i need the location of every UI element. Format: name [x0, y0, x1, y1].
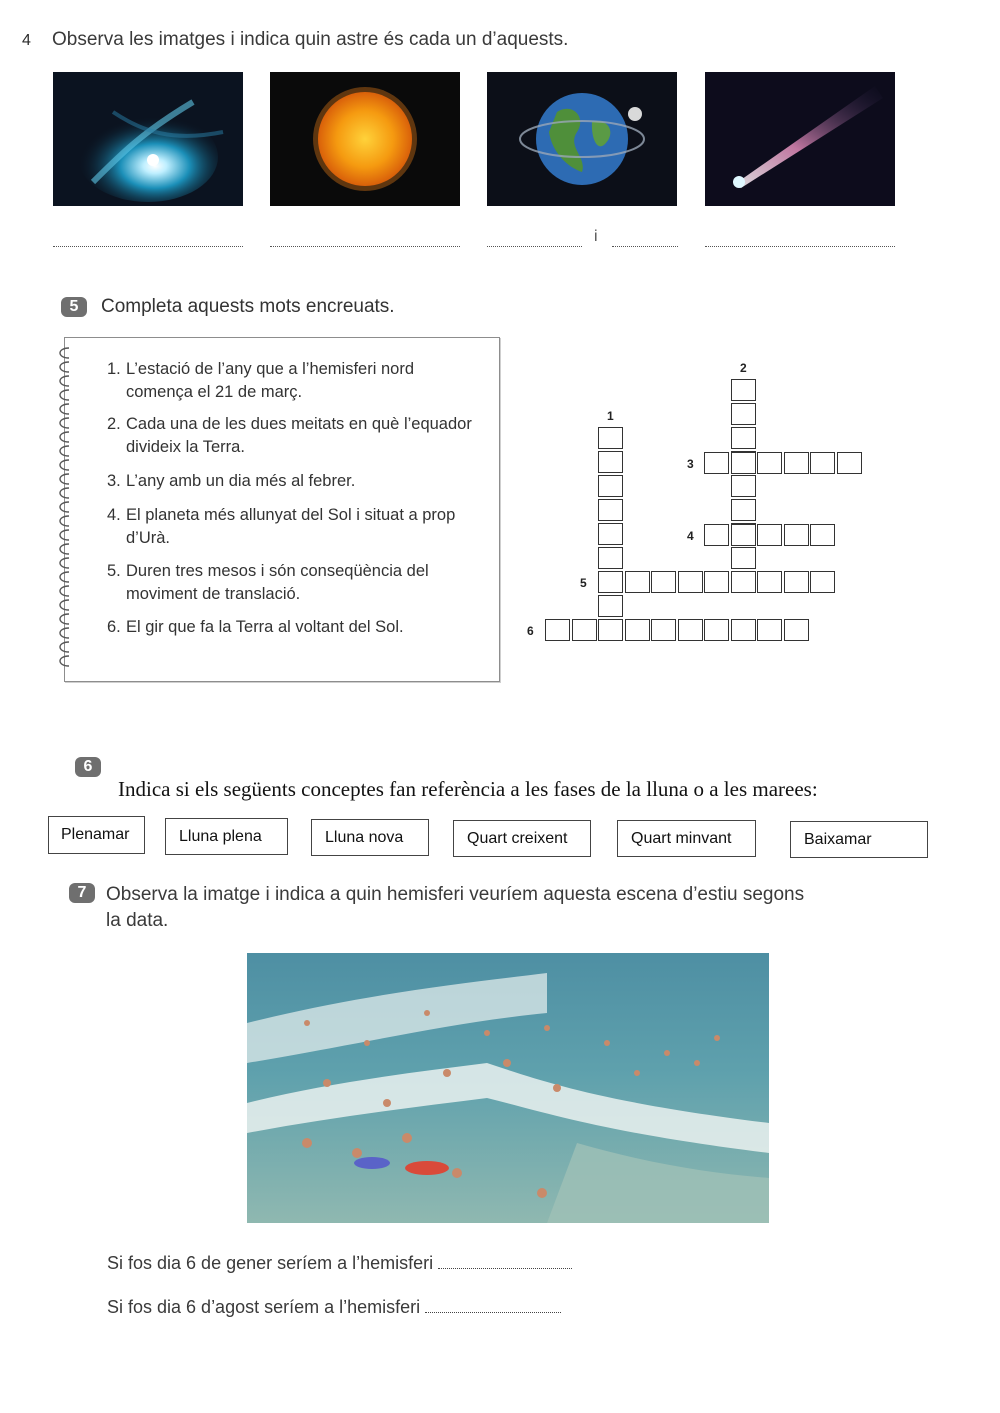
crossword-cell-word-6[interactable]: [704, 619, 729, 641]
answer-line-january[interactable]: [438, 1254, 572, 1269]
crossword-cell-word-6[interactable]: [572, 619, 597, 641]
answer-line-moon[interactable]: [612, 232, 678, 247]
beach-photo: [247, 953, 769, 1223]
comet-image: [705, 72, 895, 206]
crossword-cell-word-2[interactable]: [731, 475, 756, 497]
crossword-cell-word-1[interactable]: [598, 499, 623, 521]
question-4-number: 4: [22, 32, 31, 49]
question-5-title: Completa aquests mots encreuats.: [101, 296, 395, 317]
crossword-cell-word-4[interactable]: [731, 524, 756, 546]
clue-4: 4. El planeta més allunyat del Sol i situat a prop d’Urà.: [107, 506, 456, 547]
crossword-cell-word-4[interactable]: [810, 524, 835, 546]
spiral-binding-icon: [55, 344, 77, 674]
crossword-cell-word-2[interactable]: [731, 571, 756, 593]
crossword-cell-word-6[interactable]: [731, 619, 756, 641]
question-7-title: Observa la imatge i indica a quin hemisferi veuríem aquesta escena d’estiu segons la data.: [106, 884, 805, 931]
concept-box-baixamar[interactable]: Baixamar: [790, 821, 928, 858]
crossword-cell-word-3[interactable]: [837, 452, 862, 474]
sentence-january: Si fos dia 6 de gener seríem a l’hemisferi: [107, 1253, 572, 1274]
separator-i: i: [594, 228, 598, 245]
answer-line-comet[interactable]: [705, 232, 895, 247]
question-5-badge: 5: [61, 297, 87, 317]
crossword-cell-word-2[interactable]: [731, 379, 756, 401]
concept-box-quart-creixent[interactable]: Quart creixent: [453, 820, 591, 857]
question-7-badge: 7: [69, 883, 95, 903]
concept-box-quart-minvant[interactable]: Quart minvant: [617, 820, 756, 857]
sentence-august: Si fos dia 6 d’agost seríem a l’hemisferi: [107, 1297, 561, 1318]
crossword-cell-word-1[interactable]: [598, 451, 623, 473]
concept-box-lluna-nova[interactable]: Lluna nova: [311, 819, 429, 856]
crossword-cell-word-1[interactable]: [598, 571, 623, 593]
clue-1: 1. L’estació de l’any que a l’hemisferi nord comença el 21 de març.: [107, 360, 415, 401]
nebula-image: [53, 72, 243, 206]
crossword-cell-word-3[interactable]: [810, 452, 835, 474]
crossword-cell-word-6[interactable]: [757, 619, 782, 641]
crossword-label-1: 1: [607, 409, 614, 423]
crossword-cell-word-1[interactable]: [598, 547, 623, 569]
concept-box-plenamar[interactable]: Plenamar: [48, 816, 145, 854]
earth-moon-image: [487, 72, 677, 206]
crossword-cell-word-2[interactable]: [731, 499, 756, 521]
crossword-label-3: 3: [687, 457, 694, 471]
crossword-cell-word-1[interactable]: [598, 475, 623, 497]
concept-box-lluna-plena[interactable]: Lluna plena: [165, 818, 288, 855]
crossword-cell-word-6[interactable]: [545, 619, 570, 641]
answer-line-sun[interactable]: [270, 232, 460, 247]
crossword-label-6: 6: [527, 624, 534, 638]
crossword-cell-word-1[interactable]: [598, 427, 623, 449]
crossword-cell-word-2[interactable]: [731, 427, 756, 449]
crossword-cell-word-4[interactable]: [704, 524, 729, 546]
crossword-grid: [520, 355, 880, 655]
crossword-cell-word-6[interactable]: [598, 619, 623, 641]
crossword-cell-word-1[interactable]: [598, 595, 623, 617]
crossword-cell-word-3[interactable]: [704, 452, 729, 474]
crossword-cell-word-3[interactable]: [757, 452, 782, 474]
crossword-cell-word-5[interactable]: [810, 571, 835, 593]
clue-6: 6. El gir que fa la Terra al voltant del Sol.: [107, 618, 404, 636]
crossword-cell-word-5[interactable]: [704, 571, 729, 593]
clue-2: 2. Cada una de les dues meitats en què l’equador divideix la Terra.: [107, 415, 472, 456]
question-6-badge: 6: [75, 757, 101, 777]
crossword-cell-word-2[interactable]: [731, 547, 756, 569]
clue-3: 3. L’any amb un dia més al febrer.: [107, 472, 356, 490]
crossword-cell-word-5[interactable]: [757, 571, 782, 593]
clues-notebook: [64, 337, 500, 682]
crossword-cell-word-3[interactable]: [784, 452, 809, 474]
crossword-cell-word-5[interactable]: [651, 571, 676, 593]
sun-image: [270, 72, 460, 206]
crossword-label-4: 4: [687, 529, 694, 543]
crossword-cell-word-5[interactable]: [625, 571, 650, 593]
crossword-label-2: 2: [740, 361, 747, 375]
question-4-title: Observa les imatges i indica quin astre és cada un d’aquests.: [52, 29, 569, 50]
crossword-cell-word-4[interactable]: [757, 524, 782, 546]
answer-line-earth[interactable]: [487, 232, 582, 247]
crossword-cell-word-3[interactable]: [731, 452, 756, 474]
answer-line-nebula[interactable]: [53, 232, 243, 247]
crossword-cell-word-4[interactable]: [784, 524, 809, 546]
clue-5: 5. Duren tres mesos i són conseqüència del moviment de translació.: [107, 562, 429, 603]
crossword-cell-word-2[interactable]: [731, 403, 756, 425]
answer-line-august[interactable]: [425, 1298, 561, 1313]
question-6-title: Indica si els següents conceptes fan referència a les fases de la lluna o a les marees:: [118, 777, 818, 801]
crossword-cell-word-1[interactable]: [598, 523, 623, 545]
crossword-cell-word-6[interactable]: [678, 619, 703, 641]
crossword-cell-word-6[interactable]: [625, 619, 650, 641]
crossword-label-5: 5: [580, 576, 587, 590]
crossword-cell-word-6[interactable]: [784, 619, 809, 641]
crossword-cell-word-5[interactable]: [784, 571, 809, 593]
crossword-cell-word-6[interactable]: [651, 619, 676, 641]
crossword-cell-word-5[interactable]: [678, 571, 703, 593]
